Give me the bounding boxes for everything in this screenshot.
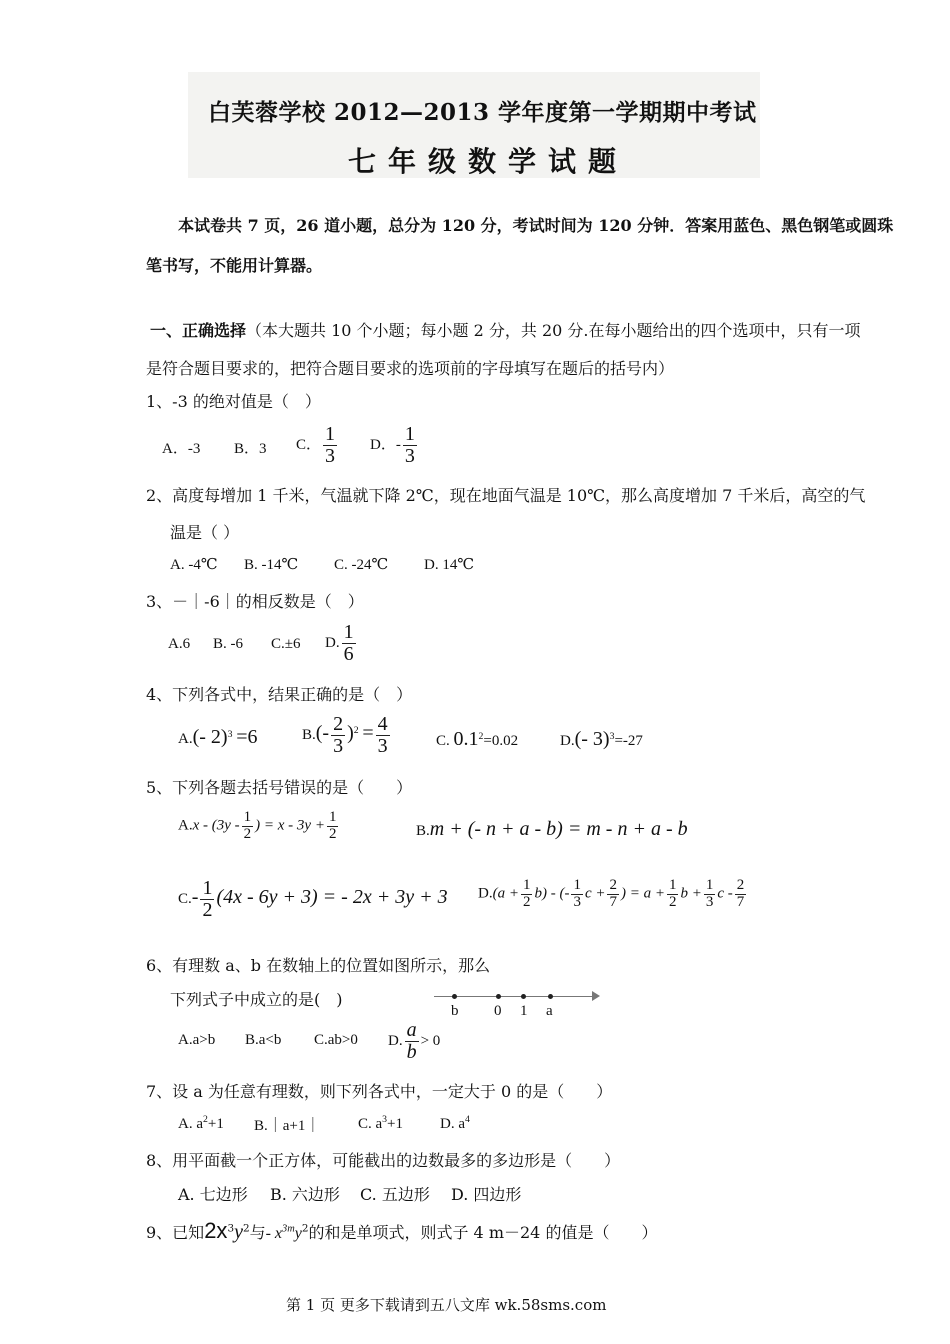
number-line-label-a: a [546, 1003, 553, 1019]
q5-stem: 5、下列各题去括号错误的是（ ） [146, 778, 413, 797]
q7-option-c: C. $a^3+1$ [358, 1114, 404, 1132]
q1-stem: 1、-3 的绝对值是（ ） [146, 392, 321, 411]
q3-option-c: C.±6 [271, 636, 301, 652]
q8-option-c: C. 五边形 [360, 1185, 430, 1204]
q8-option-b: B. 六边形 [270, 1185, 340, 1204]
section1-desc-2: 是符合题目要求的，把符合题目要求的选项前的字母填写在题后的括号内） [146, 359, 675, 378]
number-line-point-0 [496, 994, 501, 999]
q5-option-c: C.- $\frac{1}{2}$ (4x - 6y + 3) = - 2x + 3y + 3 [178, 877, 448, 921]
section1-heading-line [150, 318, 861, 341]
q3-option-a: A.6 [168, 636, 191, 652]
q6-option-d: D. $\frac{a}{b}$ > 0 [388, 1019, 441, 1063]
q2-option-a: A. -4℃ [170, 557, 218, 573]
q2-stem-1: 2、高度每增加 1 千米，气温就下降 2℃，现在地面气温是 10℃，那么高度增加 7 千米后，高空的气 [146, 486, 866, 505]
q3-option-d: D. $\frac{1}{6}$ [325, 621, 354, 665]
q4-option-b: B.(- $\frac{2}{3}$ )$^2$ = $\frac{4}{3}$ [302, 713, 388, 757]
q8-option-d: D. 四边形 [451, 1185, 522, 1204]
q2-option-b: B. -14℃ [244, 557, 299, 573]
number-line-point-1 [521, 994, 526, 999]
q3-d-fraction: $\frac{1}{6}$ [343, 621, 354, 665]
page-footer: 第 1 页 更多下载请到五八文库 wk.58sms.com [286, 1296, 607, 1314]
intro-line-2: 笔书写，不能用计算器。 [146, 256, 323, 275]
exam-title: 七年级数学试题 [348, 145, 629, 178]
q2-option-d: D. 14℃ [424, 557, 475, 573]
q5-option-d: D.(a + $\frac{1}{2}$ b) - (- $\frac{1}{3}$ c + $\frac{2}{7}$ ) = a + $\frac{1}{2}$ b + $\frac{1}{3}$ c - $\frac{2}{7}$ [478, 877, 745, 910]
q7-option-a: A. $a^2+1$ [178, 1114, 224, 1132]
q1-option-a: A．-3 [162, 441, 201, 457]
q1-d-fraction: $\frac{1}{3}$ [404, 423, 415, 467]
q7-option-d: D. $a^4$ [440, 1114, 470, 1132]
q4-option-c: C. $0.1^2=0.02$ [436, 728, 519, 750]
q8-stem: 8、用平面截一个正方体，可能截出的边数最多的多边形是（ ） [146, 1151, 621, 1170]
school-title: 白芙蓉学校 2012—2013 学年度第一学期期中考试 [208, 99, 757, 126]
section1-desc-1: （本大题共 10 个小题；每小题 2 分，共 20 分.在每小题给出的四个选项中，只有一项 [246, 321, 861, 340]
number-line-point-a [548, 994, 553, 999]
section1-heading: 一、正确选择 [150, 321, 247, 340]
number-line [434, 996, 598, 997]
q7-option-b: B.｜a+1｜ [254, 1118, 321, 1134]
q4-option-d: D.(- 3)$^3$=-27 [560, 728, 643, 750]
q6-option-b: B.a<b [245, 1032, 282, 1048]
q5-option-a: A.x - (3y - $\frac{1}{2}$ ) = x - 3y + $\frac{1}{2}$ [178, 809, 337, 842]
q6-option-c: C.ab>0 [314, 1032, 358, 1048]
q9-stem: 9、已知$2x^3y^2$与- $x^{3m}y^2$的和是单项式，则式子 4 m－24 的值是（ ） [146, 1218, 658, 1243]
q1-c-fraction: $\frac{1}{3}$ [325, 423, 336, 467]
number-line-label-b: b [451, 1003, 459, 1019]
q6-option-a: A.a>b [178, 1032, 216, 1048]
q7-stem: 7、设 a 为任意有理数，则下列各式中，一定大于 0 的是（ ） [146, 1082, 613, 1101]
q6-stem-2: 下列式子中成立的是( ) [170, 990, 343, 1009]
intro-line-1: 本试卷共 7 页，26 道小题，总分为 120 分，考试时间为 120 分钟．答案用蓝色、黑色钢笔或圆珠 [178, 216, 894, 235]
q3-option-b: B. -6 [213, 636, 243, 652]
q4-stem: 4、下列各式中，结果正确的是（ ） [146, 685, 413, 704]
q8-option-a: A. 七边形 [178, 1185, 248, 1204]
number-line-label-0: 0 [494, 1003, 502, 1019]
q1-option-d: D．- $\frac{1}{3}$ [370, 423, 415, 467]
q2-stem-2: 温是（ ） [170, 523, 240, 542]
q1-option-b: B．3 [234, 441, 267, 457]
q5-option-b: B.m + (- n + a - b) = m - n + a - b [416, 818, 688, 840]
q3-stem: 3、－｜-6｜的相反数是（ ） [146, 592, 364, 611]
q2-option-c: C. -24℃ [334, 557, 389, 573]
number-line-point-b [452, 994, 457, 999]
number-line-label-1: 1 [520, 1003, 528, 1019]
number-line-arrow [592, 991, 600, 1001]
q6-stem-1: 6、有理数 a、b 在数轴上的位置如图所示，那么 [146, 956, 491, 975]
q4-option-a: A.(- 2)$^3$ =6 [178, 726, 258, 748]
q1-option-c: C． $\frac{1}{3}$ [296, 423, 336, 467]
